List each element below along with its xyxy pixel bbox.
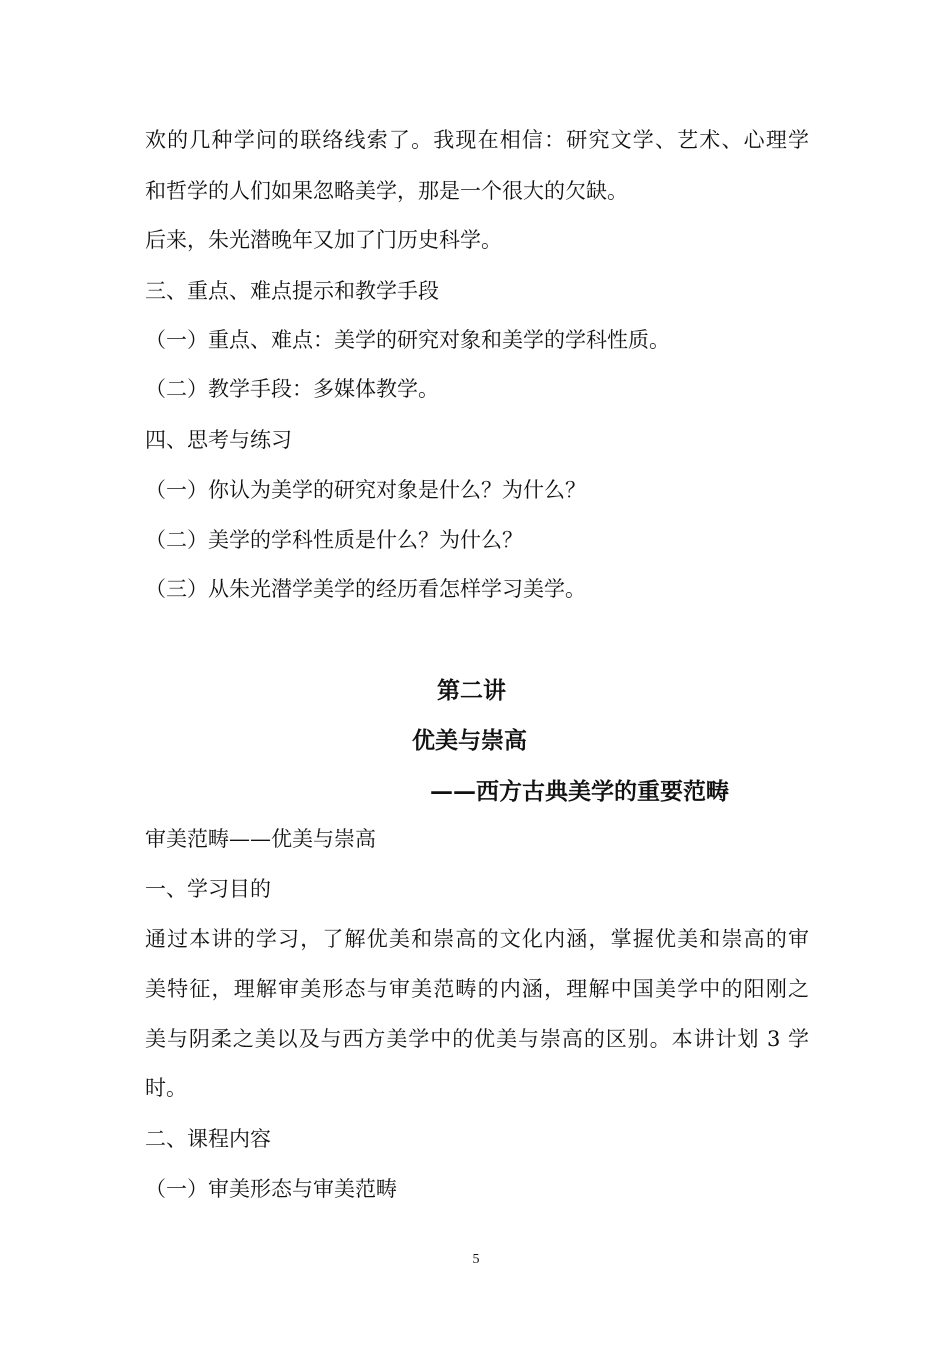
lecture-number: 第二讲 xyxy=(437,677,506,704)
lecture-subtitle: ——西方古典美学的重要范畴 xyxy=(430,778,729,805)
paragraph-line: 欢的几种学问的联络线索了。我现在相信：研究文学、艺术、心理学 xyxy=(145,128,809,152)
paragraph-line: 后来，朱光潜晚年又加了门历史科学。 xyxy=(145,228,502,252)
list-item: （二）教学手段：多媒体教学。 xyxy=(145,377,439,401)
list-item: （一）重点、难点：美学的研究对象和美学的学科性质。 xyxy=(145,328,670,352)
list-item: （一）你认为美学的研究对象是什么？为什么？ xyxy=(145,478,586,502)
section-heading: 四、思考与练习 xyxy=(145,428,292,452)
paragraph-line: 美特征，理解审美形态与审美范畴的内涵，理解中国美学中的阳刚之 xyxy=(145,977,809,1001)
lecture-title: 优美与崇高 xyxy=(412,727,527,754)
page-number: 5 xyxy=(472,1252,480,1267)
paragraph-line: 审美范畴——优美与崇高 xyxy=(145,827,376,851)
list-item: （二）美学的学科性质是什么？为什么？ xyxy=(145,528,523,552)
section-heading: 二、课程内容 xyxy=(145,1127,271,1151)
paragraph-line: 时。 xyxy=(145,1076,187,1100)
paragraph-line: 通过本讲的学习，了解优美和崇高的文化内涵，掌握优美和崇高的审 xyxy=(145,927,809,951)
section-heading: 一、学习目的 xyxy=(145,877,271,901)
paragraph-line: 美与阴柔之美以及与西方美学中的优美与崇高的区别。本讲计划 3 学 xyxy=(145,1027,809,1051)
paragraph-line: 和哲学的人们如果忽略美学，那是一个很大的欠缺。 xyxy=(145,179,628,203)
list-item: （三）从朱光潜学美学的经历看怎样学习美学。 xyxy=(145,577,586,601)
section-heading: 三、重点、难点提示和教学手段 xyxy=(145,279,439,303)
list-item: （一）审美形态与审美范畴 xyxy=(145,1177,397,1201)
